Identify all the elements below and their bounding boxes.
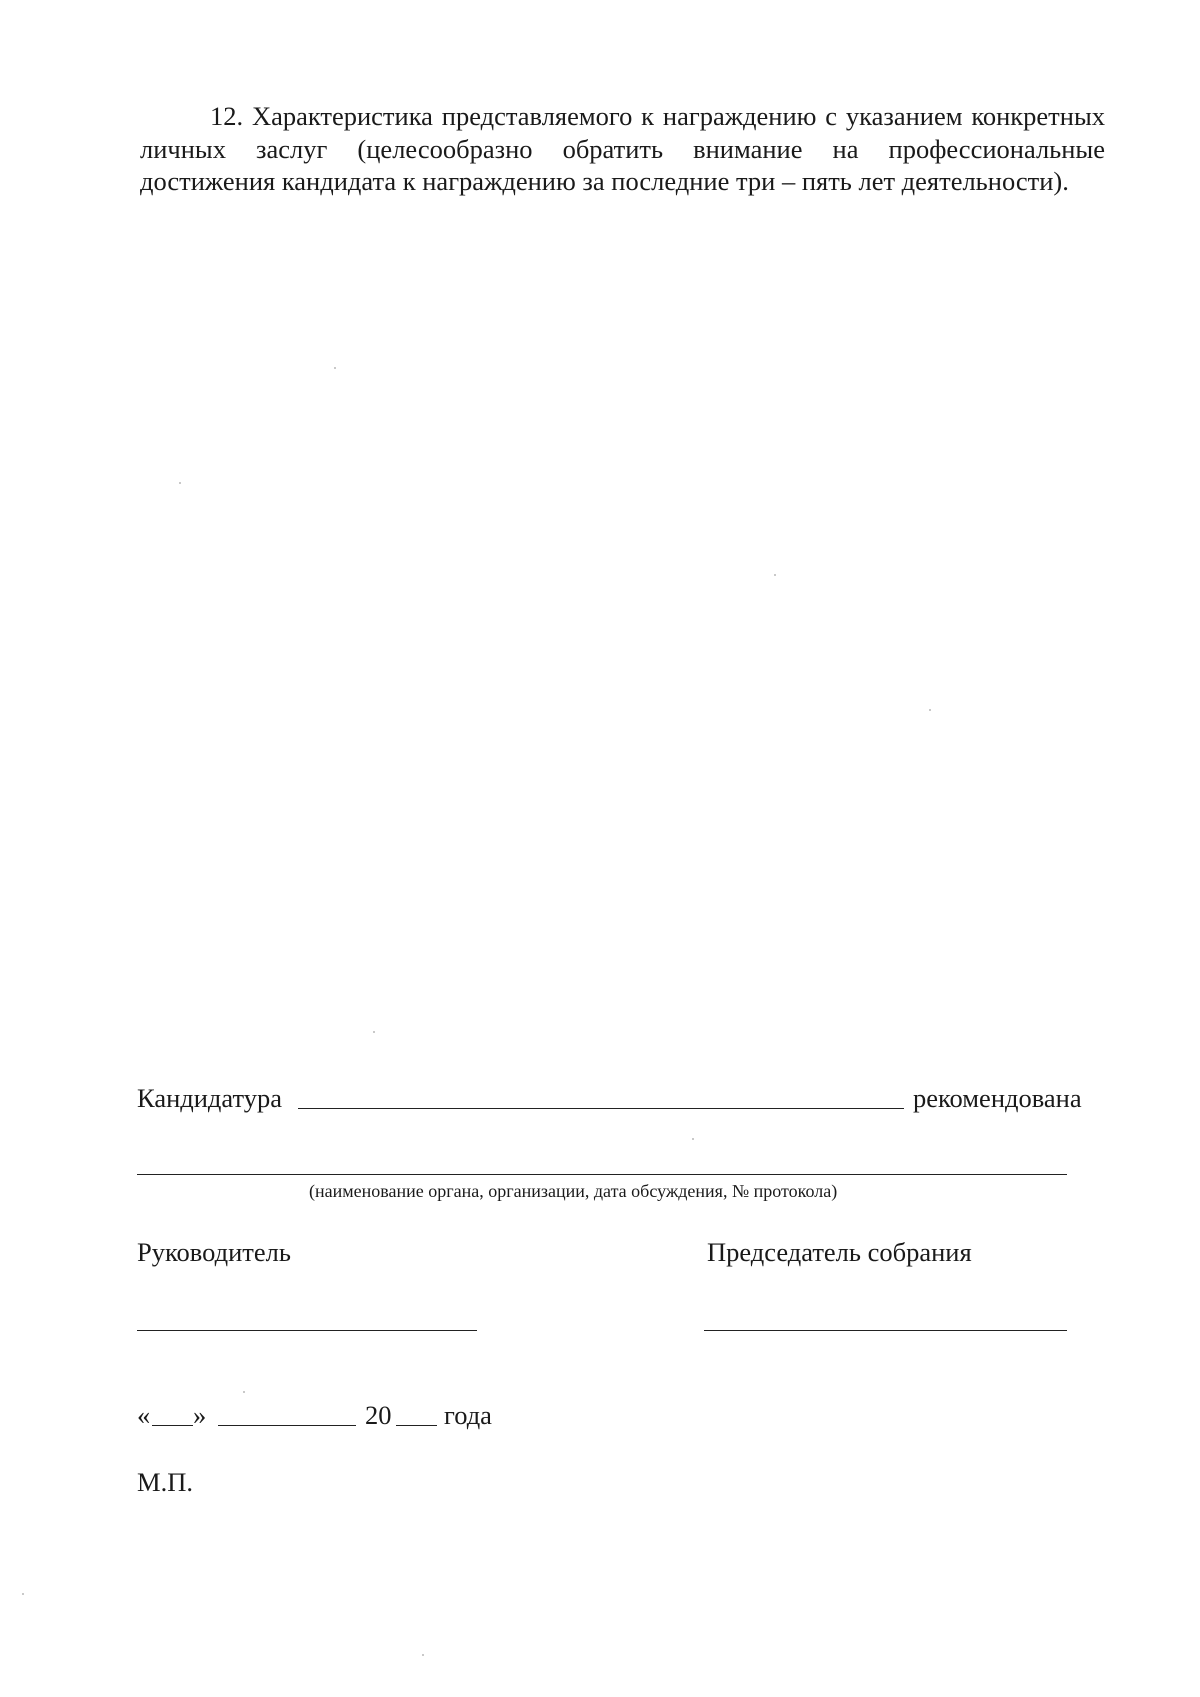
- scan-speck: [334, 367, 336, 369]
- section-12-paragraph: 12. Характеристика представляемого к награждению с указанием конкретных личных заслуг (целесообразно обратить внимание на профессиональные достижения кандидата к награждению за последние три – пять лет деятельности).: [140, 101, 1105, 196]
- scan-speck: [422, 1654, 424, 1656]
- date-year-suffix: года: [444, 1400, 492, 1430]
- date-open-quote: «: [137, 1400, 151, 1430]
- candidature-label: Кандидатура: [137, 1083, 282, 1113]
- recommended-label: рекомендована: [913, 1083, 1082, 1113]
- scan-speck: [929, 709, 931, 711]
- stamp-place-label: М.П.: [137, 1467, 193, 1497]
- head-signature-line: [137, 1330, 477, 1331]
- scan-speck: [774, 574, 776, 576]
- date-month-line: [218, 1425, 356, 1426]
- candidature-fill-line: [298, 1108, 904, 1109]
- chairman-signature-line: [704, 1330, 1067, 1331]
- organization-caption: (наименование органа, организации, дата обсуждения, № протокола): [309, 1181, 838, 1201]
- date-year-prefix: 20: [365, 1400, 392, 1430]
- scan-speck: [692, 1138, 694, 1140]
- scan-speck: [373, 1031, 375, 1033]
- scan-speck: [22, 1593, 24, 1595]
- organization-fill-line: [137, 1174, 1067, 1175]
- head-title: Руководитель: [137, 1237, 291, 1267]
- chairman-title: Председатель собрания: [707, 1237, 972, 1267]
- date-close-quote: »: [193, 1400, 207, 1430]
- scan-speck: [179, 482, 181, 484]
- date-day-line: [152, 1425, 193, 1426]
- scan-speck: [243, 1391, 245, 1393]
- date-year-line: [396, 1425, 437, 1426]
